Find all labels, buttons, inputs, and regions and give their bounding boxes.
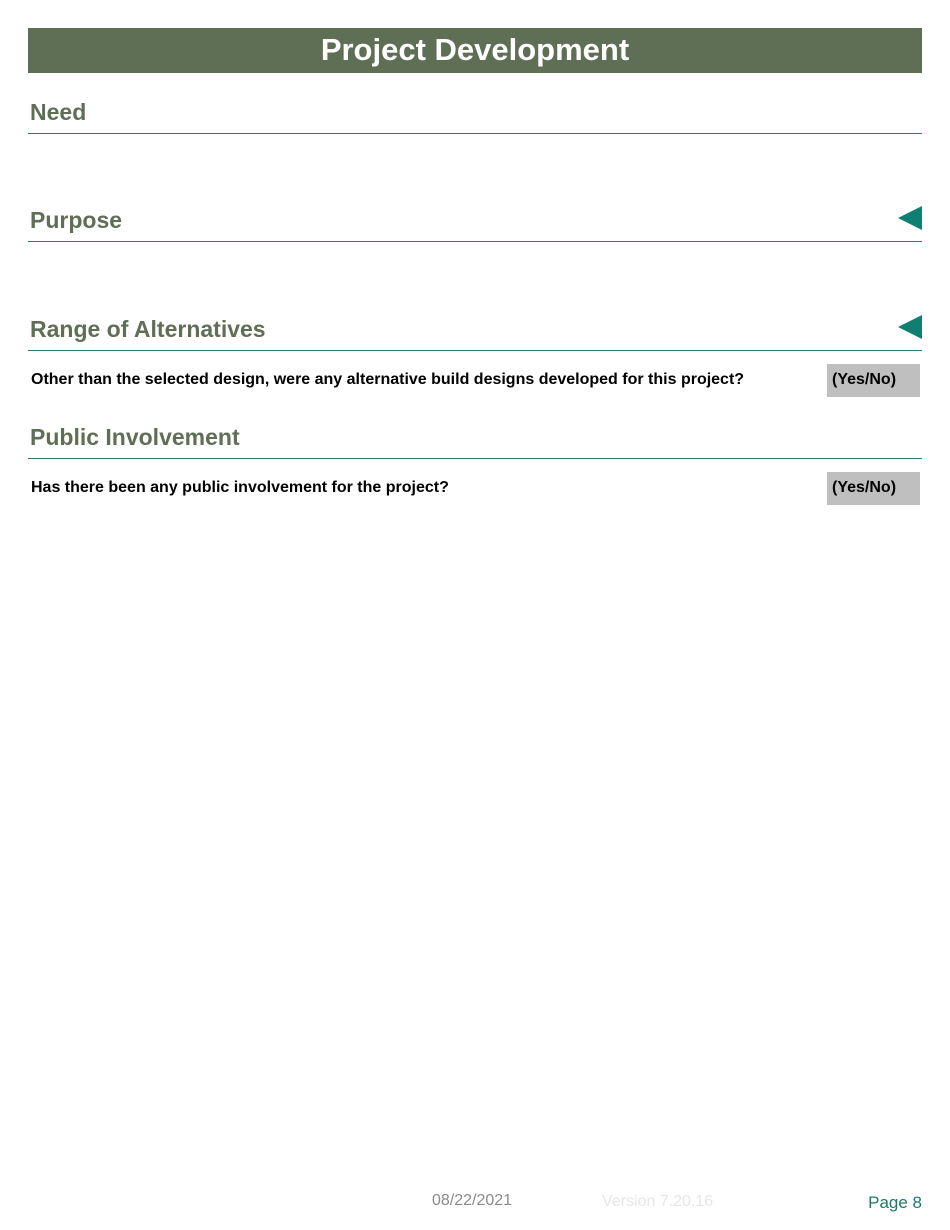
section-public-involvement xyxy=(28,419,922,459)
triangle-left-icon[interactable] xyxy=(898,315,922,339)
page-title: Project Development xyxy=(320,32,630,67)
section-title-alternatives: Range of Alternatives xyxy=(30,316,266,342)
triangle-left-icon[interactable] xyxy=(898,206,922,230)
page-title-banner xyxy=(28,28,922,73)
alternatives-answer-field[interactable]: (Yes/No) xyxy=(827,364,920,397)
alternatives-question: Other than the selected design, were any alternative build designs developed for this project? xyxy=(31,371,745,388)
footer-date: 08/22/2021 xyxy=(432,1192,513,1209)
section-title-need: Need xyxy=(30,99,87,125)
footer-version: Version 7.20.16 xyxy=(602,1193,714,1210)
section-need xyxy=(28,94,922,134)
public-involvement-question: Has there been any public involvement for the project? xyxy=(31,479,449,496)
section-alternatives xyxy=(28,311,922,351)
public-involvement-answer-field[interactable]: (Yes/No) xyxy=(827,472,920,505)
section-title-purpose: Purpose xyxy=(30,207,123,233)
footer-page-number: Page 8 xyxy=(868,1193,922,1212)
section-purpose xyxy=(28,202,922,242)
section-title-public-involvement: Public Involvement xyxy=(30,424,240,450)
